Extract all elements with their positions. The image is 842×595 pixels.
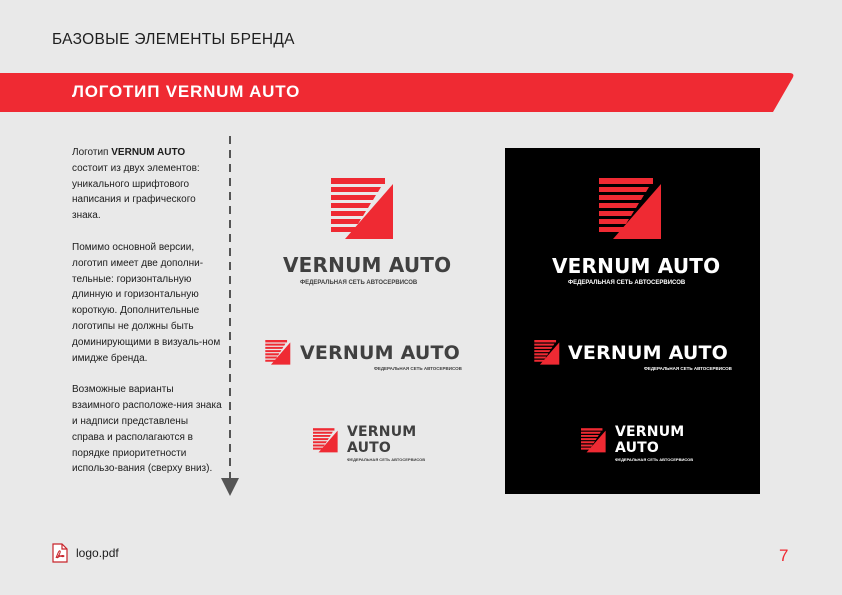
paragraph-1 [72,145,222,224]
title-banner [0,73,794,112]
brand-name-vertical-dark: VERNUM AUTO [552,254,721,278]
logo-mark-vertical-light [331,178,399,240]
pdf-download-link[interactable] [52,543,119,563]
paragraph-3: Возможные варианты взаимного расположе-ния знака и надписи представлены справа и располагаются в порядке приоритетности использо-вания (сверху вниз). [72,384,222,475]
logo-mark-horizontal-short-light [313,428,340,453]
brand-word2-short-light: AUTO [347,440,392,456]
brand-tagline-horizontal-long-dark: ФЕДЕРАЛЬНАЯ СЕТЬ АВТОСЕРВИСОВ [644,366,732,371]
description-text [72,145,222,493]
brand-tagline-short-dark: ФЕДЕРАЛЬНАЯ СЕТЬ АВТОСЕРВИСОВ [615,457,694,462]
logo-mark-horizontal-short-dark [581,428,608,453]
brand-tagline-short-light: ФЕДЕРАЛЬНАЯ СЕТЬ АВТОСЕРВИСОВ [347,457,426,462]
pdf-file-icon [52,543,68,563]
paragraph-2: Помимо основной версии, логотип имеет две дополни-тельные: горизонтальную длинную и горизонтальную короткую. Дополнительные логотипы не должны быть доминирующими в визуаль-ном имидже бренда. [72,241,221,364]
logo-mark-horizontal-long-light [264,340,294,365]
logo-mark-horizontal-long-dark [533,340,563,365]
section-title: БАЗОВЫЕ ЭЛЕМЕНТЫ БРЕНДА [52,31,295,48]
p1-bold-brand: VERNUM AUTO [111,147,186,158]
pdf-file-label[interactable]: logo.pdf [76,546,119,560]
brand-word1-short-light: VERNUM [347,424,417,440]
page-title: ЛОГОТИП VERNUM AUTO [72,82,301,101]
down-arrow-divider [220,136,240,498]
page-number: 7 [779,546,789,565]
p1-prefix: Логотип [72,147,112,158]
brand-name-horizontal-long-dark: VERNUM AUTO [568,342,729,364]
brand-tagline-horizontal-long-light: ФЕДЕРАЛЬНАЯ СЕТЬ АВТОСЕРВИСОВ [374,366,462,371]
logo-mark-vertical-dark [599,178,667,240]
brand-name-horizontal-long-light: VERNUM AUTO [300,342,461,364]
brand-word1-short-dark: VERNUM [615,424,685,440]
brand-name-vertical-light: VERNUM AUTO [283,253,452,277]
brand-tagline-vertical-light: ФЕДЕРАЛЬНАЯ СЕТЬ АВТОСЕРВИСОВ [300,280,418,286]
p1-rest: состоит из двух элементов: уникального шрифтового написания и графического знака. [72,162,200,222]
brand-word2-short-dark: AUTO [615,440,660,456]
brand-tagline-vertical-dark: ФЕДЕРАЛЬНАЯ СЕТЬ АВТОСЕРВИСОВ [568,280,686,286]
